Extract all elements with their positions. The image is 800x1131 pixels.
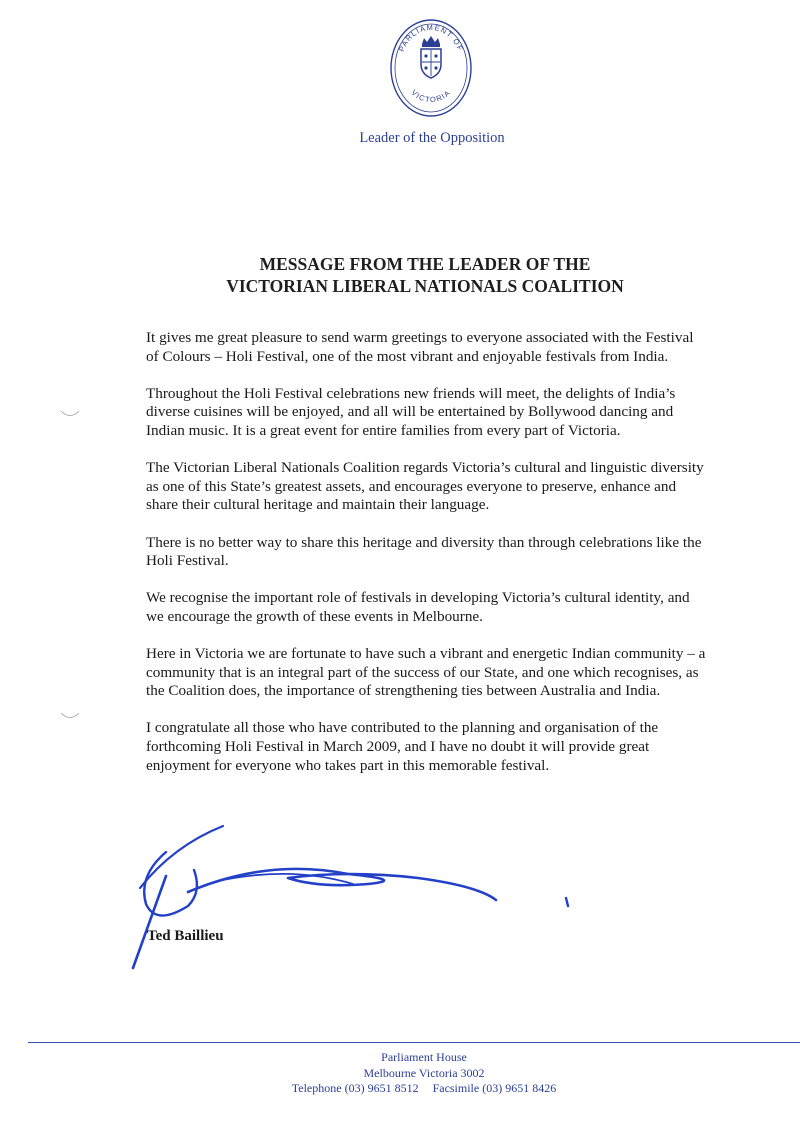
- letter-body: [146, 329, 706, 794]
- punch-mark: [60, 408, 80, 420]
- footer-facsimile: Facsimile (03) 9651 8426: [432, 1081, 557, 1095]
- message-heading: [0, 253, 800, 297]
- parliament-seal-logo: [388, 14, 474, 118]
- signer-name: Ted Baillieu: [147, 928, 224, 944]
- seal-text-top: PARLIAMENT OF: [396, 22, 466, 53]
- paragraph-7: I congratulate all those who have contributed to the planning and organisation of the forthcoming Holi Festival in March 2009, and I have no doubt it will provide great enjoyment for everyone who takes part in this memorable festival.: [146, 719, 659, 774]
- heading-line-1: MESSAGE FROM THE LEADER OF THE: [259, 254, 591, 274]
- footer-address-line-1: Parliament House: [381, 1050, 467, 1064]
- signature: [118, 818, 588, 978]
- heading-line-2: VICTORIAN LIBERAL NATIONALS COALITION: [226, 276, 624, 296]
- punch-mark: [60, 710, 80, 722]
- footer-contact: [0, 1081, 800, 1097]
- office-title: Leader of the Opposition: [359, 130, 505, 146]
- seal-text-bottom: VICTORIA: [409, 87, 453, 105]
- paragraph-6: Here in Victoria we are fortunate to have such a vibrant and energetic Indian community – a community that is an integral part of the success of our State, and one which recognises, as the Coalition does, the importance of strengthening ties between Australia and India.: [146, 645, 706, 700]
- paragraph-1: It gives me great pleasure to send warm greetings to everyone associated with the Festival of Colours – Holi Festival, one of the most vibrant and enjoyable festivals from India.: [146, 329, 694, 365]
- footer-divider: [28, 1042, 800, 1043]
- paragraph-5: We recognise the important role of festivals in developing Victoria’s cultural identity, and we encourage the growth of these events in Melbourne.: [146, 589, 690, 625]
- letterhead-footer: [0, 1050, 800, 1097]
- footer-address-line-2: Melbourne Victoria 3002: [363, 1065, 485, 1080]
- svg-text:VICTORIA: [410, 88, 453, 104]
- footer-telephone: Telephone (03) 9651 8512: [291, 1081, 419, 1095]
- paragraph-3: The Victorian Liberal Nationals Coalition regards Victoria’s cultural and linguistic diversity as one of this State’s greatest assets, and encourages everyone to preserve, enhance and share their cultural heritage and maintain their language.: [146, 459, 704, 514]
- paragraph-2: Throughout the Holi Festival celebrations new friends will meet, the delights of India’s diverse cuisines will be enjoyed, and all will be entertained by Bollywood dancing and Indian music. It is a great event for entire families from every part of Victoria.: [146, 384, 676, 439]
- paragraph-4: There is no better way to share this heritage and diversity than through celebrations like the Holi Festival.: [146, 533, 702, 570]
